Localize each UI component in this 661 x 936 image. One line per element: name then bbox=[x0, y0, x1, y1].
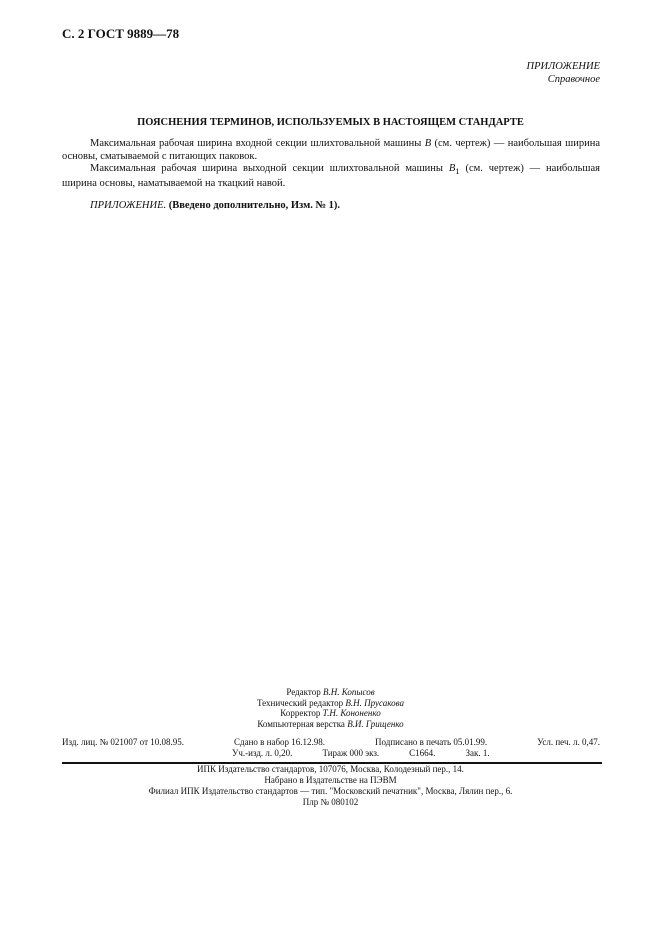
imprint-line: Плр № 080102 bbox=[302, 797, 359, 807]
typeset-date: Сдано в набор 16.12.98. bbox=[234, 737, 326, 747]
imprint bbox=[0, 764, 661, 808]
publication-info bbox=[62, 737, 600, 758]
page-header: С. 2 ГОСТ 9889—78 bbox=[62, 26, 180, 41]
circulation: Тираж 000 экз. bbox=[322, 747, 380, 758]
print-sheets: Усл. печ. л. 0,47. bbox=[537, 737, 600, 747]
section-title: ПОЯСНЕНИЯ ТЕРМИНОВ, ИСПОЛЬЗУЕМЫХ В НАСТОЯЩЕМ СТАНДАРТЕ bbox=[137, 117, 524, 128]
imprint-line: Набрано в Издательстве на ПЭВМ bbox=[264, 775, 397, 785]
paragraph: Максимальная рабочая ширина выходной секции шлихтовальной машины $B_1$ (см. чертеж) — наибольшая ширина основы, наматываемой на ткацкий навой. bbox=[62, 163, 600, 189]
amendment-note: ПРИЛОЖЕНИЕ. (Введено дополнительно, Изм. № 1). bbox=[90, 200, 341, 211]
imprint-line: ИПК Издательство стандартов, 107076, Москва, Колодезный пер., 14. bbox=[197, 764, 464, 774]
credits bbox=[0, 687, 661, 729]
code: С1664. bbox=[409, 747, 436, 758]
credit-line: Компьютерная верстка В.И. Грищенко bbox=[257, 718, 404, 729]
publ-sheets: Уч.-изд. л. 0,20. bbox=[232, 747, 293, 758]
credit-line: Корректор Т.Н. Кононенко bbox=[280, 708, 381, 718]
paragraph: Максимальная рабочая ширина входной секции шлихтовальной машины B (см. чертеж) — наибольшая ширина основы, сматываемой с питающих паковок. bbox=[62, 138, 600, 162]
credit-line: Технический редактор В.Н. Прусакова bbox=[256, 697, 405, 708]
credit-line: Редактор В.Н. Копысов bbox=[286, 687, 375, 697]
license: Изд. лиц. № 021007 от 10.08.95. bbox=[62, 737, 184, 747]
appendix-title: ПРИЛОЖЕНИЕ bbox=[526, 61, 600, 72]
print-date: Подписано в печать 05.01.99. bbox=[375, 737, 488, 747]
imprint-line: Филиал ИПК Издательство стандартов — тип. "Московский печатник", Москва, Лялин пер., 6. bbox=[148, 786, 513, 796]
appendix-label bbox=[527, 60, 601, 86]
body-text bbox=[62, 138, 600, 190]
appendix-type: Справочное bbox=[547, 74, 600, 85]
order: Зак. 1. bbox=[465, 747, 490, 758]
